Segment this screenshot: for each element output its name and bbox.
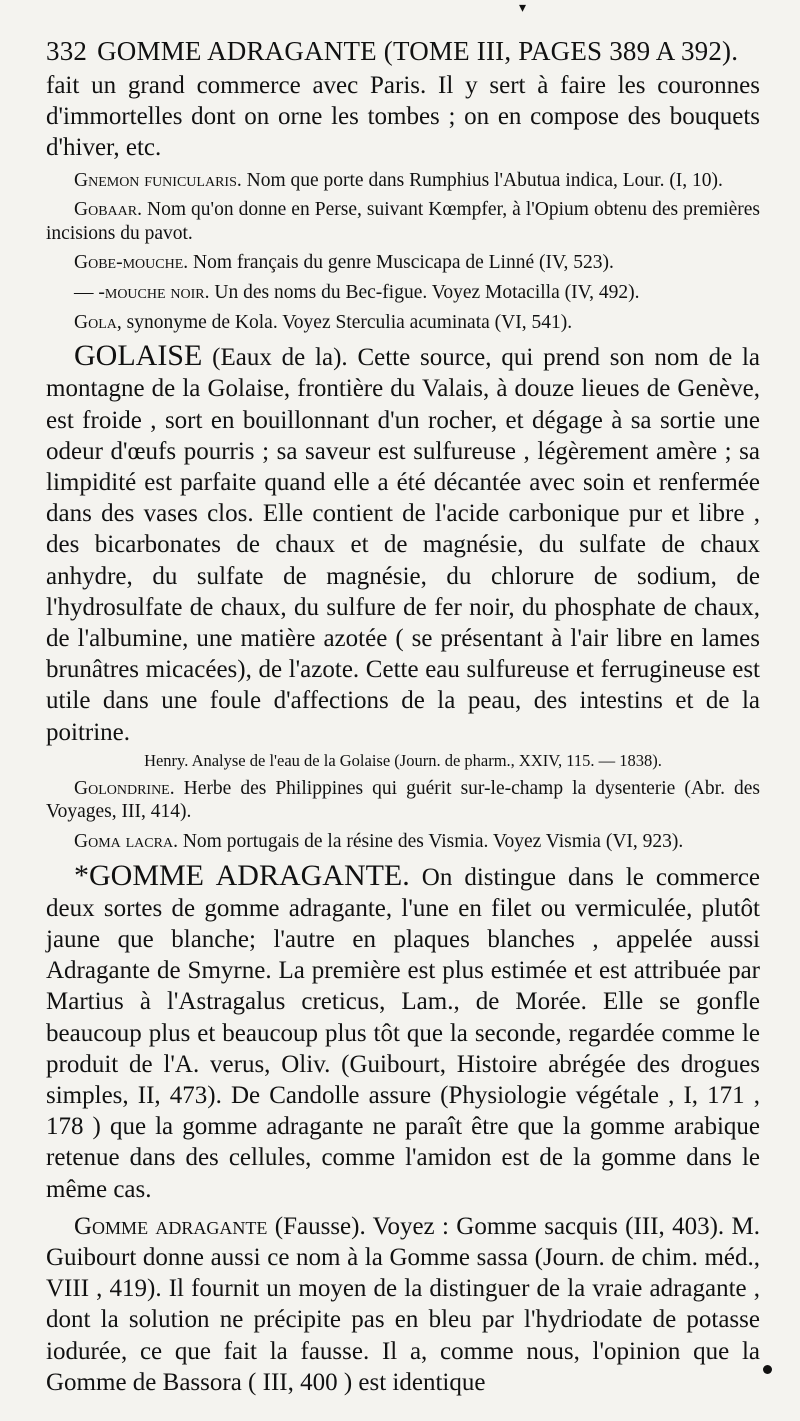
entry-head: Gomme adragante — [74, 1212, 268, 1240]
entry-gnemon — [46, 169, 760, 193]
entry-head: Gobaar. — [74, 199, 142, 221]
page-number: 332 — [46, 36, 88, 66]
entry-text: (Fausse). Voyez : Gomme sacquis (III, 403). M. Guibourt donne aussi ce nom à la Gomme sassa (Journ. de chim. méd., VIII , 419). Il fournit un moyen de la distinguer de la vraie adragante , dont la solution ne précipite pas en bleu par l'hydriodate de potasse iodurée, ce que fait la fausse. Il a, comme nous, l'opinion que la Gomme de Bassora ( III, 400 ) est identique — [46, 1212, 760, 1396]
entry-text: Un des noms du Bec-figue. Voyez Motacilla (IV, 492). — [214, 281, 640, 303]
entry-head: Goma lacra. — [74, 831, 178, 852]
entry-text: (Eaux de la). Cette source, qui prend son nom de la montagne de la Golaise, frontière du Valais, à douze lieues de Genève, est froide , sort en bouillonnant d'un rocher, et dégage à sa sortie une odeur d'œufs pourris ; sa saveur est sulfureuse , légèrement amère ; sa limpidité est parfaite quand elle a été décantée avec soin et renfermée dans des vases clos. Elle contient de l'acide carbonique pur et libre , des bicarbonates de chaux et de magnésie, du sulfate de chaux anhydre, du sulfate de magnésie, du chlorure de sodium, de l'hydrosulfate de chaux, du sulfure de fer noir, du phosphate de chaux, de l'albumine, une matière azotée ( se présentant à l'air libre en lames brunâtres micacées), de l'azote. Cette eau sulfureuse et ferrugineuse est utile dans une foule d'affections de la peau, des intestins et de la poitrine. — [46, 344, 761, 746]
entry-text: On distingue dans le commerce deux sortes de gomme adragante, l'une en filet ou vermiculée, plutôt jaune que blanche; l'autre en plaques blanches , appelée aussi Adragante de Smyrne. La première est plus estimée et est attribuée par Martius à l'Astragalus creticus, Lam., de Morée. Elle se gonfle beaucoup plus et beaucoup plus tôt que la seconde, regardée comme le produit de l'A. verus, Oliv. (Guibourt, Histoire abrégée des drogues simples, II, 473). De Candolle assure (Physiologie végétale , I, 171 , 178 ) que la gomme adragante ne paraît être que la gomme arabique retenue dans des cellules, comme l'amidon est de la gomme dans le même cas. — [46, 863, 761, 1203]
entry-text: Nom français du genre Muscicapa de Linné (IV, 523). — [193, 252, 614, 274]
reference-henry: Henry. Analyse de l'eau de la Golaise (Journ. de pharm., XXIV, 115. — 1838). — [144, 750, 662, 770]
continuation-paragraph: fait un grand commerce avec Paris. Il y sert à faire les couronnes d'immortelles dont on orne les tombes ; on en compose des bouquets d'hiver, etc. — [46, 72, 760, 162]
running-header — [46, 34, 760, 68]
entry-text: Nom qu'on donne en Perse, suivant Kœmpfer, à l'Opium obtenu des premières incisions du pavot. — [46, 199, 761, 244]
entry-text: Herbe des Philippines qui guérit sur-le-champ la dysenterie (Abr. des Voyages, III, 414). — [46, 777, 760, 823]
entry-golaise — [46, 340, 760, 748]
entry-head: — -mouche noir. — [74, 281, 210, 303]
page-title: GOMME ADRAGANTE (TOME III, PAGES 389 A 392). — [97, 36, 739, 66]
entry-text: synonyme de Kola. Voyez Sterculia acuminata (VI, 541). — [126, 311, 573, 333]
entry-head: GOLAISE — [74, 339, 203, 373]
entry-gobaar — [46, 198, 760, 245]
entry-goma-lacra — [46, 830, 760, 854]
entry-gobe-mouche — [46, 251, 760, 275]
entry-head: Golondrine. — [74, 777, 175, 799]
margin-dot-icon — [763, 1365, 772, 1374]
entry-head: *GOMME ADRAGANTE. — [74, 858, 410, 892]
entry-golondrine — [46, 777, 760, 824]
entry-head: Gobe-mouche. — [74, 252, 189, 274]
entry-head: Gnemon funicularis. — [74, 169, 242, 191]
entry-head: Gola, — [74, 311, 122, 333]
entry-text: Nom portugais de la résine des Vismia. Voyez Vismia (VI, 923). — [182, 831, 684, 852]
entry-gomme-adragante — [46, 860, 760, 1205]
scan-mark-icon: ▾ — [519, 1, 527, 16]
entry-text: Nom que porte dans Rumphius l'Abutua indica, Lour. (I, 10). — [246, 169, 723, 191]
entry-gola — [46, 311, 760, 335]
entry-mouche-noir — [46, 281, 760, 305]
entry-gomme-fausse — [46, 1211, 760, 1398]
